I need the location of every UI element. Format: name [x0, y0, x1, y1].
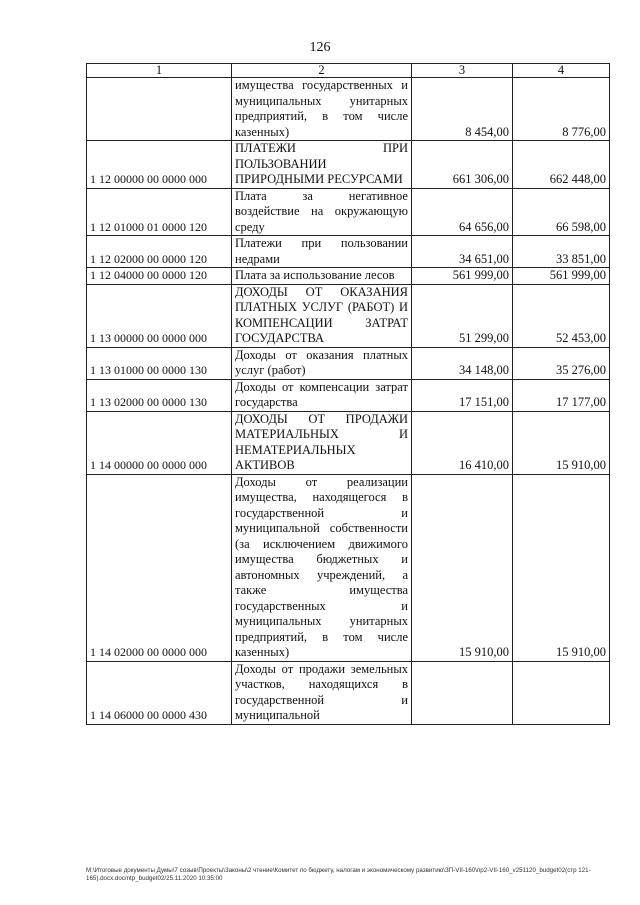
row-value-col4: 15 910,00 [513, 474, 610, 661]
row-value-col4: 52 453,00 [513, 284, 610, 347]
row-value-col4: 35 276,00 [513, 347, 610, 379]
table-row [87, 411, 610, 474]
row-value-col3: 16 410,00 [412, 411, 513, 474]
row-code: 1 13 01000 00 0000 130 [87, 347, 232, 379]
row-code: 1 13 00000 00 0000 000 [87, 284, 232, 347]
row-code: 1 12 02000 00 0000 120 [87, 236, 232, 268]
row-name: ПЛАТЕЖИ ПРИ ПОЛЬЗОВАНИИ ПРИРОДНЫМИ РЕСУРСАМИ [232, 141, 412, 189]
file-path-footer: M:\Итоговые документы Думы\7 созыв\Проекты\Законы\2 чтение\Комитет по бюджету, налогам и экономическому развитию\ЗП-VII-160\пр2-VII-160_v251120_budget02(стр 121-165).docx.doc/ntp_budget02/25.11.2020 10:35:00 [86, 867, 591, 882]
row-value-col4: 15 910,00 [513, 411, 610, 474]
table-row [87, 141, 610, 189]
row-value-col4: 662 448,00 [513, 141, 610, 189]
row-value-col4 [513, 661, 610, 724]
row-value-col3: 51 299,00 [412, 284, 513, 347]
table-row [87, 474, 610, 661]
row-code: 1 13 02000 00 0000 130 [87, 379, 232, 411]
row-code: 1 12 04000 00 0000 120 [87, 268, 232, 285]
table-row [87, 661, 610, 724]
page-number: 126 [309, 40, 331, 55]
row-value-col3: 661 306,00 [412, 141, 513, 189]
row-value-col3: 17 151,00 [412, 379, 513, 411]
column-header-2: 2 [232, 64, 412, 78]
row-value-col3: 34 651,00 [412, 236, 513, 268]
row-value-col3: 8 454,00 [412, 78, 513, 141]
column-header-1: 1 [87, 64, 232, 78]
column-header-3: 3 [412, 64, 513, 78]
table-row [87, 188, 610, 236]
row-code [87, 78, 232, 141]
row-value-col3: 64 656,00 [412, 188, 513, 236]
table-row [87, 236, 610, 268]
row-name: Доходы от компенсации затрат государства [232, 379, 412, 411]
column-header-4: 4 [513, 64, 610, 78]
row-code: 1 12 01000 01 0000 120 [87, 188, 232, 236]
row-name: Плата за негативное воздействие на окружающую среду [232, 188, 412, 236]
row-value-col3: 561 999,00 [412, 268, 513, 285]
row-value-col4: 33 851,00 [513, 236, 610, 268]
table-row [87, 284, 610, 347]
row-code: 1 14 02000 00 0000 000 [87, 474, 232, 661]
row-value-col4: 561 999,00 [513, 268, 610, 285]
row-value-col3: 15 910,00 [412, 474, 513, 661]
row-code: 1 12 00000 00 0000 000 [87, 141, 232, 189]
row-code: 1 14 00000 00 0000 000 [87, 411, 232, 474]
table-row [87, 268, 610, 285]
row-name: имущества государственных и муниципальных унитарных предприятий, в том числе казенных) [232, 78, 412, 141]
row-value-col3: 34 148,00 [412, 347, 513, 379]
row-value-col4: 17 177,00 [513, 379, 610, 411]
row-name: ДОХОДЫ ОТ ОКАЗАНИЯ ПЛАТНЫХ УСЛУГ (РАБОТ) И КОМПЕНСАЦИИ ЗАТРАТ ГОСУДАРСТВА [232, 284, 412, 347]
row-value-col3 [412, 661, 513, 724]
budget-table [86, 63, 610, 725]
table-header-row [87, 64, 610, 78]
table-row [87, 78, 610, 141]
row-code: 1 14 06000 00 0000 430 [87, 661, 232, 724]
table-row [87, 379, 610, 411]
row-name: Доходы от продажи земельных участков, находящихся в государственной и муниципальной [232, 661, 412, 724]
row-value-col4: 66 598,00 [513, 188, 610, 236]
row-value-col4: 8 776,00 [513, 78, 610, 141]
table-row [87, 347, 610, 379]
row-name: Доходы от оказания платных услуг (работ) [232, 347, 412, 379]
row-name: Платежи при пользовании недрами [232, 236, 412, 268]
row-name: ДОХОДЫ ОТ ПРОДАЖИ МАТЕРИАЛЬНЫХ И НЕМАТЕРИАЛЬНЫХ АКТИВОВ [232, 411, 412, 474]
row-name: Доходы от реализации имущества, находящегося в государственной и муниципальной собственности (за исключением движимого имущества бюджетных и автономных учреждений, а также имущества государственных и муниципальных унитарных предприятий, в том числе казенных) [232, 474, 412, 661]
row-name: Плата за использование лесов [232, 268, 412, 285]
